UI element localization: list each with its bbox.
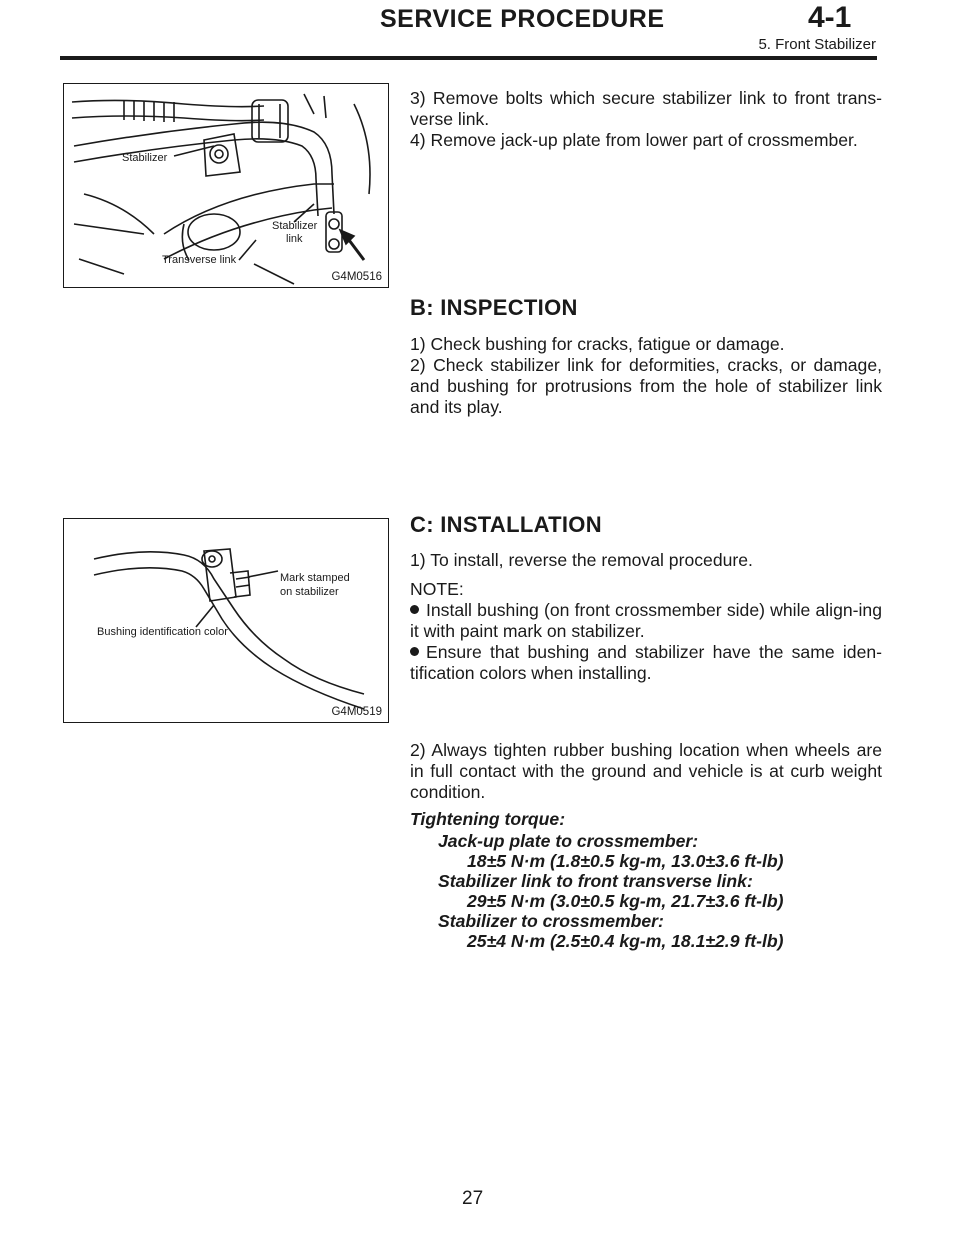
bullet-icon [410, 605, 419, 614]
note-item-1 [410, 600, 882, 642]
header-title: SERVICE PROCEDURE [380, 5, 665, 33]
torque-item-2: Stabilizer link to front transverse link: [438, 871, 753, 891]
note-item-2-text: Ensure that bushing and stabilizer have the same iden-tification colors when installing. [410, 642, 882, 683]
torque-item-1: Jack-up plate to crossmember: [438, 831, 699, 851]
header-subtitle: 5. Front Stabilizer [758, 36, 876, 53]
inspection-heading: B: INSPECTION [410, 295, 578, 320]
label-stabilizer: Stabilizer [122, 152, 168, 164]
figure-caption: G4M0516 [331, 271, 382, 283]
note-item-1-text: Install bushing (on front crossmember side) while align-ing it with paint mark on stabilizer. [410, 600, 882, 641]
note-label: NOTE: [410, 579, 464, 599]
installation-step-2: 2) Always tighten rubber bushing location when wheels are in full contact with the ground and vehicle is at curb weight condition. [410, 740, 882, 802]
note-item-2 [410, 642, 882, 684]
figure-caption: G4M0519 [331, 706, 382, 718]
label-mark-stamped-1: Mark stamped [280, 572, 350, 584]
header-rule [60, 56, 877, 60]
label-stabilizer-link-1: Stabilizer [272, 220, 318, 232]
removal-step-4: 4) Remove jack-up plate from lower part of crossmember. [410, 130, 858, 150]
section-code: 4-1 [808, 1, 852, 34]
bullet-icon [410, 647, 419, 656]
page-number: 27 [462, 1188, 484, 1209]
removal-step-3: 3) Remove bolts which secure stabilizer link to front trans-verse link. [410, 88, 882, 129]
installation-step-1: 1) To install, reverse the removal procedure. [410, 550, 753, 570]
label-mark-stamped-2: on stabilizer [280, 586, 339, 598]
label-transverse-link: Transverse link [162, 254, 237, 266]
figure-stabilizer-installation [63, 518, 389, 723]
torque-value-2: 29±5 N·m (3.0±0.5 kg-m, 21.7±3.6 ft-lb) [467, 891, 784, 911]
inspection-step-2: 2) Check stabilizer link for deformities, cracks, or damage, and bushing for protrusions from the hole of stabilizer link and its play. [410, 355, 882, 417]
inspection-step-1: 1) Check bushing for cracks, fatigue or damage. [410, 334, 785, 354]
installation-heading: C: INSTALLATION [410, 512, 602, 537]
torque-value-3: 25±4 N·m (2.5±0.4 kg-m, 18.1±2.9 ft-lb) [467, 931, 784, 951]
torque-value-1: 18±5 N·m (1.8±0.5 kg-m, 13.0±3.6 ft-lb) [467, 851, 784, 871]
label-stabilizer-link-2: link [286, 233, 303, 245]
stabilizer-removal-illustration [64, 84, 389, 288]
label-bushing-color: Bushing identification color [97, 626, 228, 638]
torque-item-3: Stabilizer to crossmember: [438, 911, 664, 931]
torque-heading: Tightening torque: [410, 809, 566, 829]
figure-stabilizer-removal [63, 83, 389, 288]
stabilizer-installation-illustration [64, 519, 389, 723]
